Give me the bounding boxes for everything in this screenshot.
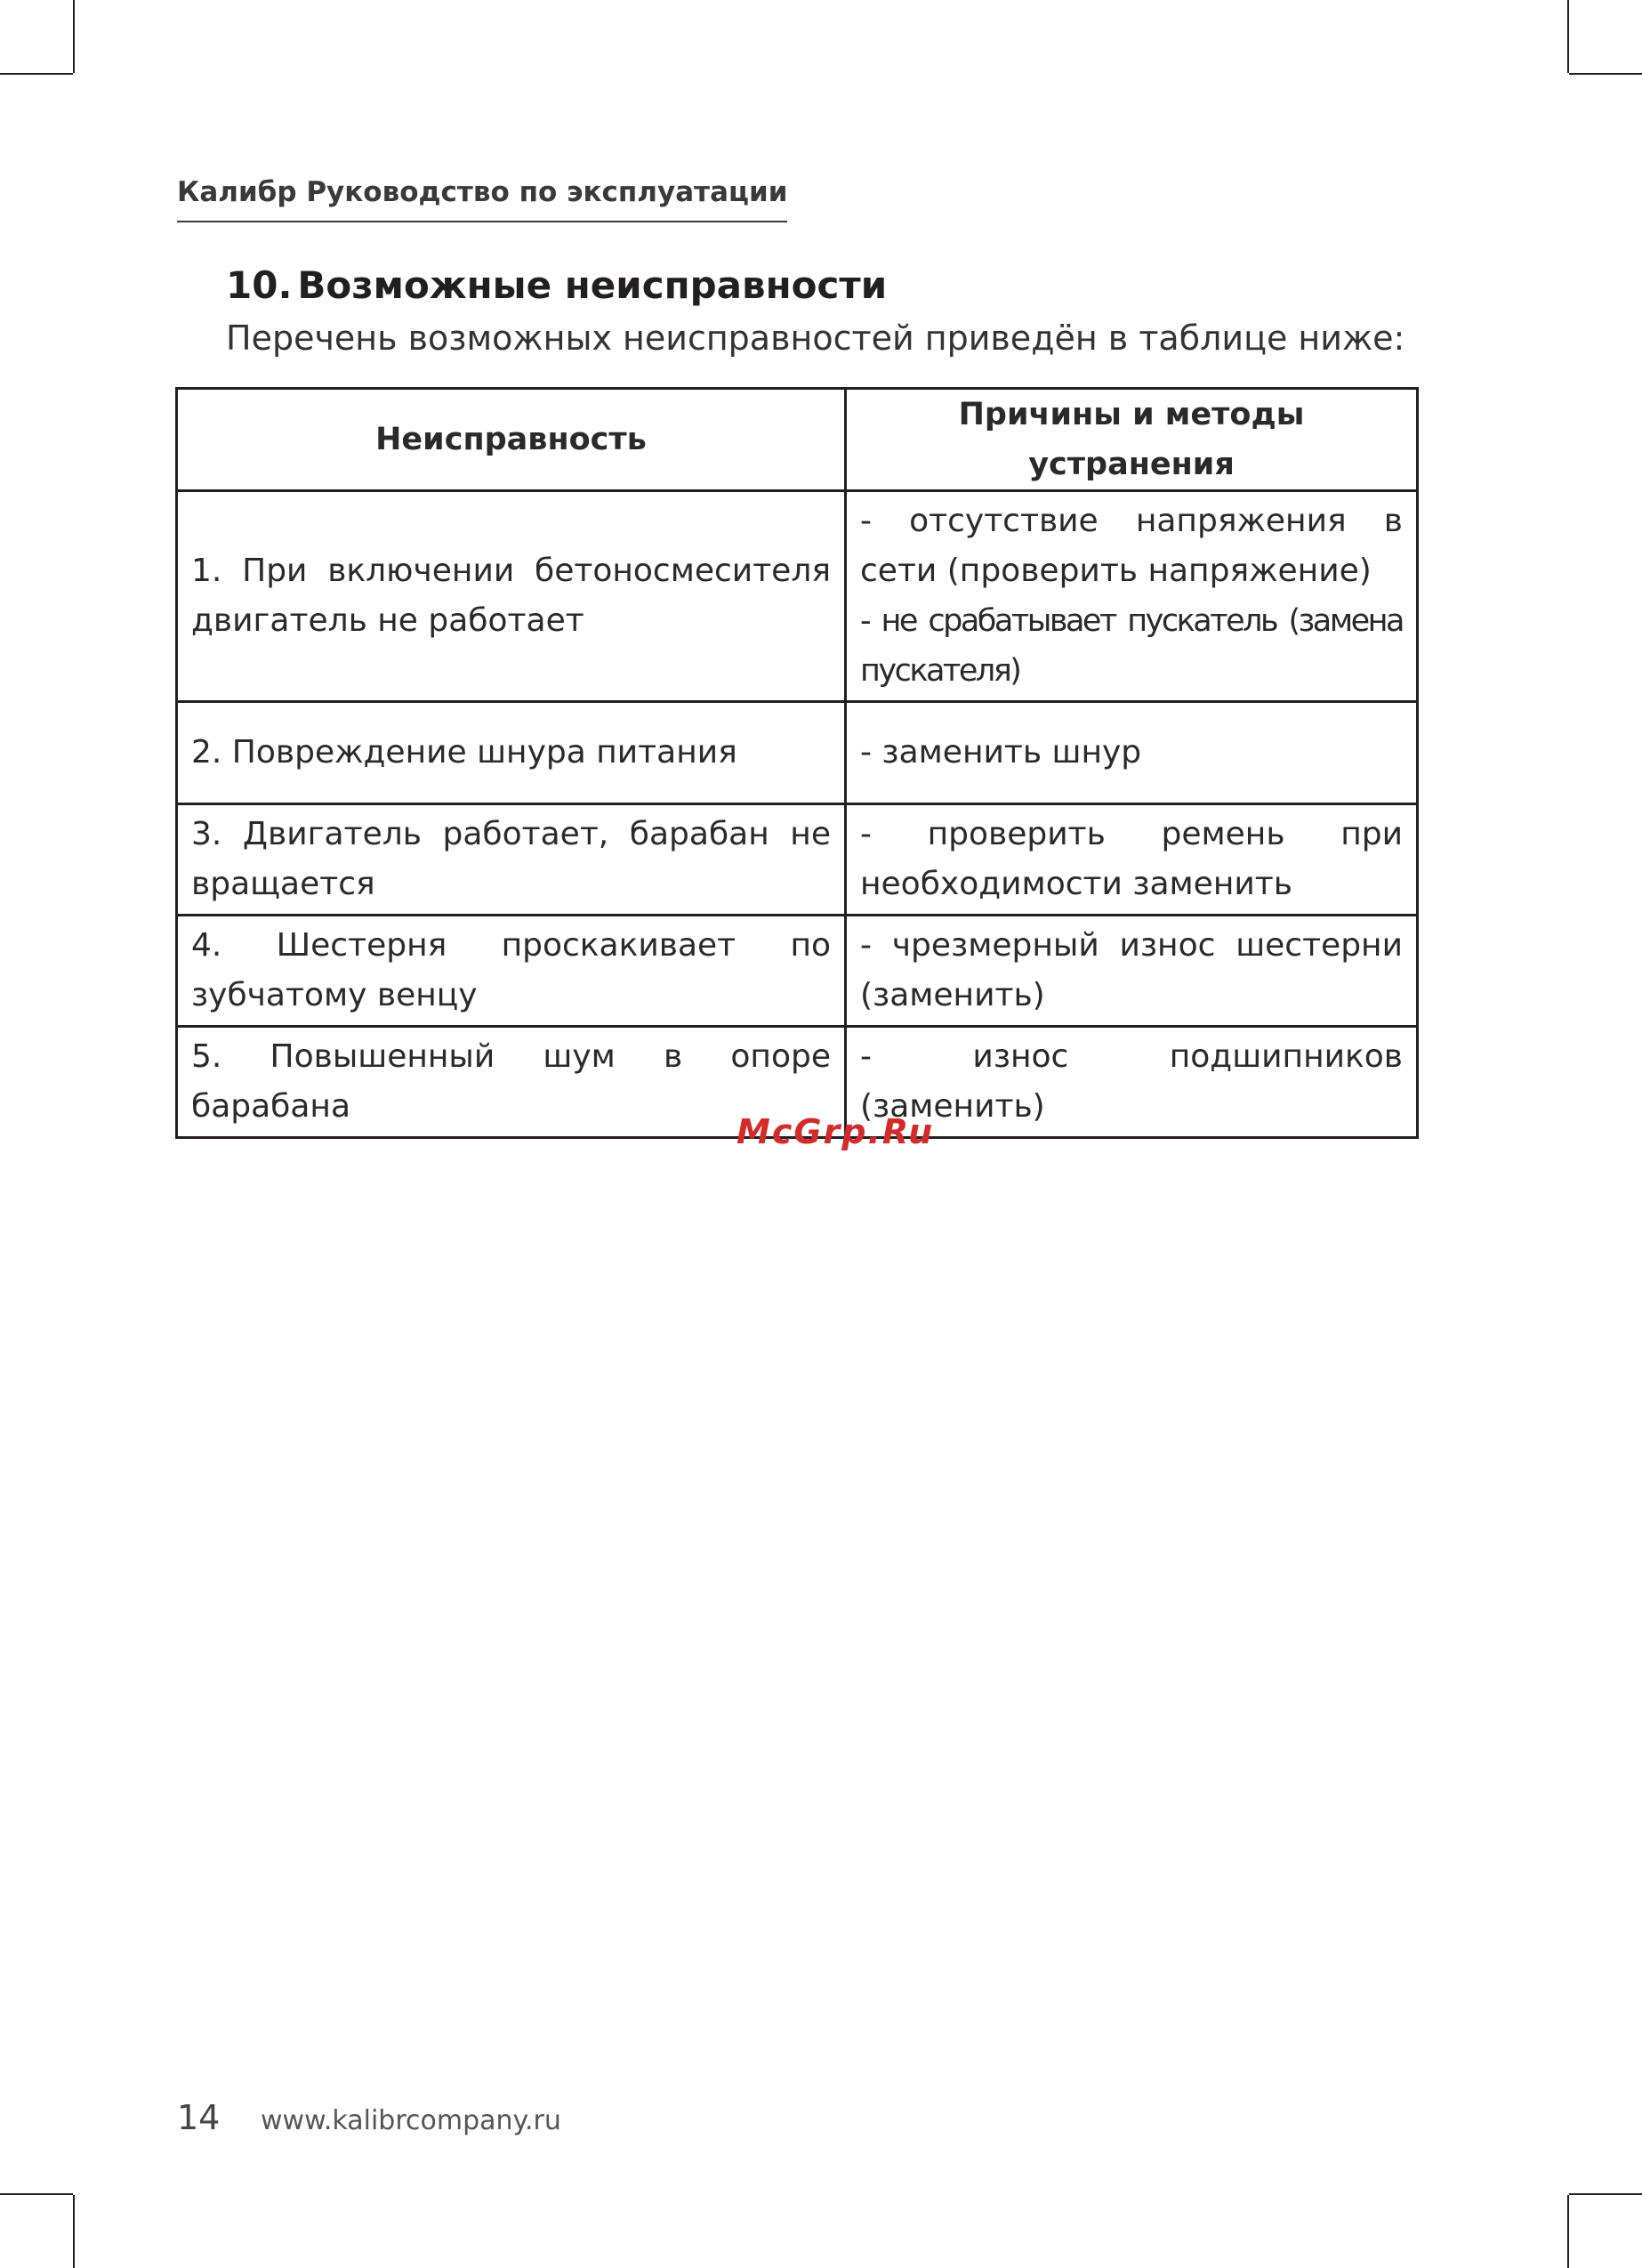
fault-cell: 4. Шестерня проскакивает по зубчатому венцу [177,916,846,1027]
remedy-line: - отсутствие напряжения в сети (проверить напряжение) [860,503,1403,589]
section-intro: Перечень возможных неисправностей приведён в таблице ниже: [226,319,1405,358]
page-number: 14 [177,2098,221,2137]
crop-mark [1569,2193,1642,2195]
fault-cell: 2. Повреждение шнура питания [177,702,846,804]
fault-cell: 5. Повышенный шум в опоре барабана [177,1027,846,1138]
remedy-line: - не срабатывает пускатель (замена пускателя) [860,603,1403,689]
table-row [177,804,1418,916]
faults-table [175,387,1419,1139]
remedy-cell: - износ подшипников (заменить) [846,1027,1418,1138]
section-number: 10. [226,263,293,307]
crop-mark [73,2195,75,2268]
watermark: McGrp.Ru [736,1112,935,1151]
crop-mark [1567,2195,1569,2268]
remedy-cell: - заменить шнур [846,702,1418,804]
crop-mark [0,2193,73,2195]
crop-mark [1567,0,1569,73]
table-header-row [177,389,1418,491]
fault-cell: 3. Двигатель работает, барабан не вращается [177,804,846,916]
crop-mark [0,73,73,75]
section-title [226,263,887,307]
column-header-remedy: Причины и методы устранения [846,389,1418,491]
running-header: Калибр Руководство по эксплуатации [177,176,787,222]
crop-mark [73,0,75,73]
footer-website: www.kalibrcompany.ru [261,2105,561,2136]
crop-mark [1569,73,1642,75]
remedy-cell [846,491,1418,702]
table-row [177,702,1418,804]
column-header-fault: Неисправность [177,389,846,491]
section-title-text: Возможные неисправности [297,263,888,307]
table-row [177,916,1418,1027]
remedy-cell: - чрезмерный износ шестерни (заменить) [846,916,1418,1027]
remedy-cell: - проверить ремень при необходимости заменить [846,804,1418,916]
table-row [177,491,1418,702]
fault-cell: 1. При включении бетоносмесителя двигатель не работает [177,491,846,702]
